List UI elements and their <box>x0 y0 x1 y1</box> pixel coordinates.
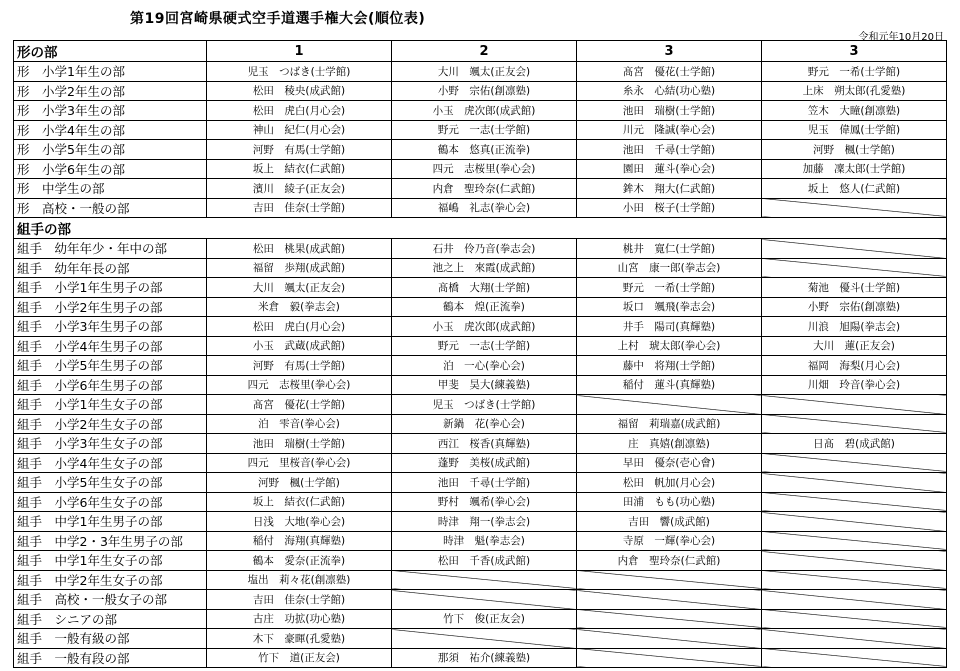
empty-place-cell <box>577 570 762 590</box>
place-cell: 小玉 虎次郎(成武館) <box>392 317 577 337</box>
place-cell: 池之上 來霞(成武館) <box>392 258 577 278</box>
kumite-row <box>14 317 947 337</box>
empty-place-cell <box>577 609 762 629</box>
place-cell: 桃井 寛仁(士学館) <box>577 239 762 259</box>
kumite-row <box>14 648 947 668</box>
place-cell: 石井 伶乃音(拳志会) <box>392 239 577 259</box>
empty-place-cell <box>762 258 947 278</box>
kumite-row <box>14 375 947 395</box>
place-cell: 四元 志桜里(拳心会) <box>207 375 392 395</box>
kumite-section-title: 組手の部 <box>14 218 947 239</box>
place-cell: 髙宮 優花(士学館) <box>577 62 762 82</box>
event-label: 組手 小学4年生女子の部 <box>14 453 207 473</box>
place-cell: 井手 陽司(真輝塾) <box>577 317 762 337</box>
place-cell: 小玉 武蔵(成武館) <box>207 336 392 356</box>
place-cell: 福嶋 礼志(拳心会) <box>392 198 577 218</box>
place-cell: 河野 有馬(士学館) <box>207 140 392 160</box>
place-cell: 田浦 もも(功心塾) <box>577 492 762 512</box>
empty-place-cell <box>392 629 577 649</box>
place-cell: 坂上 悠人(仁武館) <box>762 179 947 199</box>
empty-place-cell <box>762 473 947 493</box>
place-cell: 鉾木 翔大(仁武館) <box>577 179 762 199</box>
rank-header: 3 <box>577 41 762 62</box>
kumite-row <box>14 512 947 532</box>
place-cell: 時津 翔一(拳志会) <box>392 512 577 532</box>
kata-row <box>14 62 947 82</box>
place-cell: 加藤 凜太郎(士学館) <box>762 159 947 179</box>
place-cell: 藤中 将翔(士学館) <box>577 356 762 376</box>
place-cell: 川元 隆誠(拳心会) <box>577 120 762 140</box>
place-cell: 時津 魁(拳志会) <box>392 531 577 551</box>
event-label: 組手 一般有段の部 <box>14 648 207 668</box>
empty-place-cell <box>762 414 947 434</box>
empty-place-cell <box>762 570 947 590</box>
place-cell: 坂上 結衣(仁武館) <box>207 159 392 179</box>
kumite-header-row <box>14 218 947 239</box>
place-cell: 小玉 虎次郎(成武館) <box>392 101 577 121</box>
place-cell: 上村 琥太郎(拳心会) <box>577 336 762 356</box>
place-cell: 稲付 蓮斗(真輝塾) <box>577 375 762 395</box>
place-cell: 吉田 佳奈(士学館) <box>207 590 392 610</box>
place-cell: 泊 一心(拳心会) <box>392 356 577 376</box>
place-cell: 河野 楓(士学館) <box>762 140 947 160</box>
event-label: 形 小学4年生の部 <box>14 120 207 140</box>
place-cell: 四元 里桜音(拳心会) <box>207 453 392 473</box>
event-label: 組手 一般有級の部 <box>14 629 207 649</box>
place-cell: 泊 雫音(拳心会) <box>207 414 392 434</box>
place-cell: 池田 千尋(士学館) <box>577 140 762 160</box>
kata-row <box>14 140 947 160</box>
kumite-row <box>14 297 947 317</box>
event-label: 形 中学生の部 <box>14 179 207 199</box>
place-cell: 笠木 大瞳(創凛塾) <box>762 101 947 121</box>
kata-row <box>14 179 947 199</box>
empty-place-cell <box>392 570 577 590</box>
empty-place-cell <box>762 590 947 610</box>
empty-place-cell <box>577 648 762 668</box>
place-cell: 内倉 聖玲奈(仁武館) <box>577 551 762 571</box>
empty-place-cell <box>577 590 762 610</box>
event-label: 組手 幼年年長の部 <box>14 258 207 278</box>
kata-row <box>14 120 947 140</box>
kata-section-title: 形の部 <box>14 41 207 62</box>
place-cell: 児玉 つばき(士学館) <box>392 395 577 415</box>
event-label: 形 小学1年生の部 <box>14 62 207 82</box>
place-cell: 野村 颯希(拳心会) <box>392 492 577 512</box>
place-cell: 山宮 康一郎(拳志会) <box>577 258 762 278</box>
place-cell: 蓬野 美桜(成武館) <box>392 453 577 473</box>
place-cell: 野元 一希(士学館) <box>762 62 947 82</box>
place-cell: 野元 一志(士学館) <box>392 336 577 356</box>
kumite-row <box>14 434 947 454</box>
kata-header-row <box>14 41 947 62</box>
event-label: 組手 中学2・3年生男子の部 <box>14 531 207 551</box>
place-cell: 池田 瑞樹(士学館) <box>577 101 762 121</box>
empty-place-cell <box>762 512 947 532</box>
place-cell: 日髙 碧(成武館) <box>762 434 947 454</box>
event-label: 組手 幼年年少・年中の部 <box>14 239 207 259</box>
place-cell: 松田 虎白(月心会) <box>207 317 392 337</box>
event-label: 組手 小学5年生男子の部 <box>14 356 207 376</box>
event-label: 組手 小学5年生女子の部 <box>14 473 207 493</box>
place-cell: 松田 稜央(成武館) <box>207 81 392 101</box>
place-cell: 川畑 玲音(拳心会) <box>762 375 947 395</box>
rank-header: 2 <box>392 41 577 62</box>
place-cell: 坂上 結衣(仁武館) <box>207 492 392 512</box>
event-label: 組手 中学2年生女子の部 <box>14 570 207 590</box>
empty-place-cell <box>762 239 947 259</box>
empty-place-cell <box>762 551 947 571</box>
place-cell: 糸永 心結(功心塾) <box>577 81 762 101</box>
event-label: 組手 小学6年生男子の部 <box>14 375 207 395</box>
place-cell: 松田 千香(成武館) <box>392 551 577 571</box>
place-cell: 野元 一志(士学館) <box>392 120 577 140</box>
kumite-row <box>14 590 947 610</box>
empty-place-cell <box>762 453 947 473</box>
kumite-row <box>14 239 947 259</box>
event-label: 組手 小学4年生男子の部 <box>14 336 207 356</box>
empty-place-cell <box>762 648 947 668</box>
place-cell: 小野 宗佑(創凛塾) <box>762 297 947 317</box>
event-label: 形 小学6年生の部 <box>14 159 207 179</box>
event-label: 組手 中学1年生女子の部 <box>14 551 207 571</box>
kumite-row <box>14 492 947 512</box>
rank-header: 1 <box>207 41 392 62</box>
empty-place-cell <box>762 609 947 629</box>
place-cell: 野元 一希(士学館) <box>577 278 762 298</box>
place-cell: 大川 颯太(正友会) <box>207 278 392 298</box>
place-cell: 那須 祐介(練義塾) <box>392 648 577 668</box>
empty-place-cell <box>762 629 947 649</box>
event-label: 形 小学3年生の部 <box>14 101 207 121</box>
place-cell: 河野 有馬(士学館) <box>207 356 392 376</box>
place-cell: 児玉 偉鳳(士学館) <box>762 120 947 140</box>
place-cell: 内倉 聖玲奈(仁武館) <box>392 179 577 199</box>
kata-row <box>14 101 947 121</box>
place-cell: 髙橋 大翔(士学館) <box>392 278 577 298</box>
place-cell: 鶴本 悠真(正流拳) <box>392 140 577 160</box>
place-cell: 竹下 俊(正友会) <box>392 609 577 629</box>
place-cell: 松田 桃果(成武館) <box>207 239 392 259</box>
place-cell: 米倉 毅(拳志会) <box>207 297 392 317</box>
place-cell: 河野 楓(士学館) <box>207 473 392 493</box>
event-label: 形 小学5年生の部 <box>14 140 207 160</box>
place-cell: 神山 紀仁(月心会) <box>207 120 392 140</box>
place-cell: 甲斐 昊大(練義塾) <box>392 375 577 395</box>
kumite-row <box>14 531 947 551</box>
place-cell: 庄 真嬉(創凛塾) <box>577 434 762 454</box>
place-cell: 坂口 颯飛(拳志会) <box>577 297 762 317</box>
kata-row <box>14 81 947 101</box>
place-cell: 吉田 響(成武館) <box>577 512 762 532</box>
kumite-row <box>14 395 947 415</box>
place-cell: 園田 蓮斗(拳心会) <box>577 159 762 179</box>
kumite-row <box>14 551 947 571</box>
event-label: 形 小学2年生の部 <box>14 81 207 101</box>
place-cell: 早田 優奈(壱心會) <box>577 453 762 473</box>
kata-row <box>14 198 947 218</box>
place-cell: 四元 志桜里(拳心会) <box>392 159 577 179</box>
event-label: 形 高校・一般の部 <box>14 198 207 218</box>
rank-header: 3 <box>762 41 947 62</box>
kumite-row <box>14 609 947 629</box>
kumite-row <box>14 278 947 298</box>
empty-place-cell <box>762 531 947 551</box>
event-label: 組手 小学2年生女子の部 <box>14 414 207 434</box>
empty-place-cell <box>762 492 947 512</box>
place-cell: 池田 千尋(士学館) <box>392 473 577 493</box>
place-cell: 西江 桜香(真輝塾) <box>392 434 577 454</box>
kumite-row <box>14 258 947 278</box>
empty-place-cell <box>762 198 947 218</box>
page-title: 第19回宮崎県硬式空手道選手権大会(順位表) <box>130 11 426 27</box>
event-date: 令和元年10月20日 <box>858 32 944 43</box>
place-cell: 古庄 功拡(功心塾) <box>207 609 392 629</box>
kumite-row <box>14 414 947 434</box>
place-cell: 竹下 道(正友会) <box>207 648 392 668</box>
place-cell: 大川 蓮(正友会) <box>762 336 947 356</box>
event-label: 組手 小学1年生女子の部 <box>14 395 207 415</box>
place-cell: 上床 朔太郎(孔愛塾) <box>762 81 947 101</box>
place-cell: 松田 帆加(月心会) <box>577 473 762 493</box>
place-cell: 新鍋 花(拳心会) <box>392 414 577 434</box>
kumite-row <box>14 629 947 649</box>
event-label: 組手 小学2年生男子の部 <box>14 297 207 317</box>
place-cell: 鶴本 煌(正流拳) <box>392 297 577 317</box>
place-cell: 松田 虎白(月心会) <box>207 101 392 121</box>
place-cell: 木下 豪暉(孔愛塾) <box>207 629 392 649</box>
place-cell: 福留 歩翔(成武館) <box>207 258 392 278</box>
place-cell: 稲付 海翔(真輝塾) <box>207 531 392 551</box>
results-table <box>13 40 947 668</box>
empty-place-cell <box>577 629 762 649</box>
place-cell: 菊池 優斗(士学館) <box>762 278 947 298</box>
place-cell: 濱川 綾子(正友会) <box>207 179 392 199</box>
place-cell: 鶴本 愛奈(正流拳) <box>207 551 392 571</box>
place-cell: 日浅 大地(拳心会) <box>207 512 392 532</box>
place-cell: 吉田 佳奈(士学館) <box>207 198 392 218</box>
place-cell: 大川 颯太(正友会) <box>392 62 577 82</box>
event-label: 組手 小学3年生男子の部 <box>14 317 207 337</box>
place-cell: 小田 桜子(士学館) <box>577 198 762 218</box>
place-cell: 福岡 海梨(月心会) <box>762 356 947 376</box>
place-cell: 福留 莉瑞嘉(成武館) <box>577 414 762 434</box>
event-label: 組手 小学3年生女子の部 <box>14 434 207 454</box>
place-cell: 児玉 つばき(士学館) <box>207 62 392 82</box>
kumite-row <box>14 356 947 376</box>
place-cell: 髙宮 優花(士学館) <box>207 395 392 415</box>
place-cell: 小野 宗佑(創凛塾) <box>392 81 577 101</box>
empty-place-cell <box>762 395 947 415</box>
empty-place-cell <box>577 395 762 415</box>
kumite-row <box>14 453 947 473</box>
kumite-row <box>14 336 947 356</box>
kumite-row <box>14 570 947 590</box>
place-cell: 池田 瑞樹(士学館) <box>207 434 392 454</box>
place-cell: 寺原 一輝(拳心会) <box>577 531 762 551</box>
kumite-row <box>14 473 947 493</box>
place-cell: 塩出 莉々花(創凛塾) <box>207 570 392 590</box>
event-label: 組手 中学1年生男子の部 <box>14 512 207 532</box>
place-cell: 川浪 旭陽(拳志会) <box>762 317 947 337</box>
event-label: 組手 小学1年生男子の部 <box>14 278 207 298</box>
kata-row <box>14 159 947 179</box>
event-label: 組手 高校・一般女子の部 <box>14 590 207 610</box>
event-label: 組手 シニアの部 <box>14 609 207 629</box>
empty-place-cell <box>392 590 577 610</box>
event-label: 組手 小学6年生女子の部 <box>14 492 207 512</box>
